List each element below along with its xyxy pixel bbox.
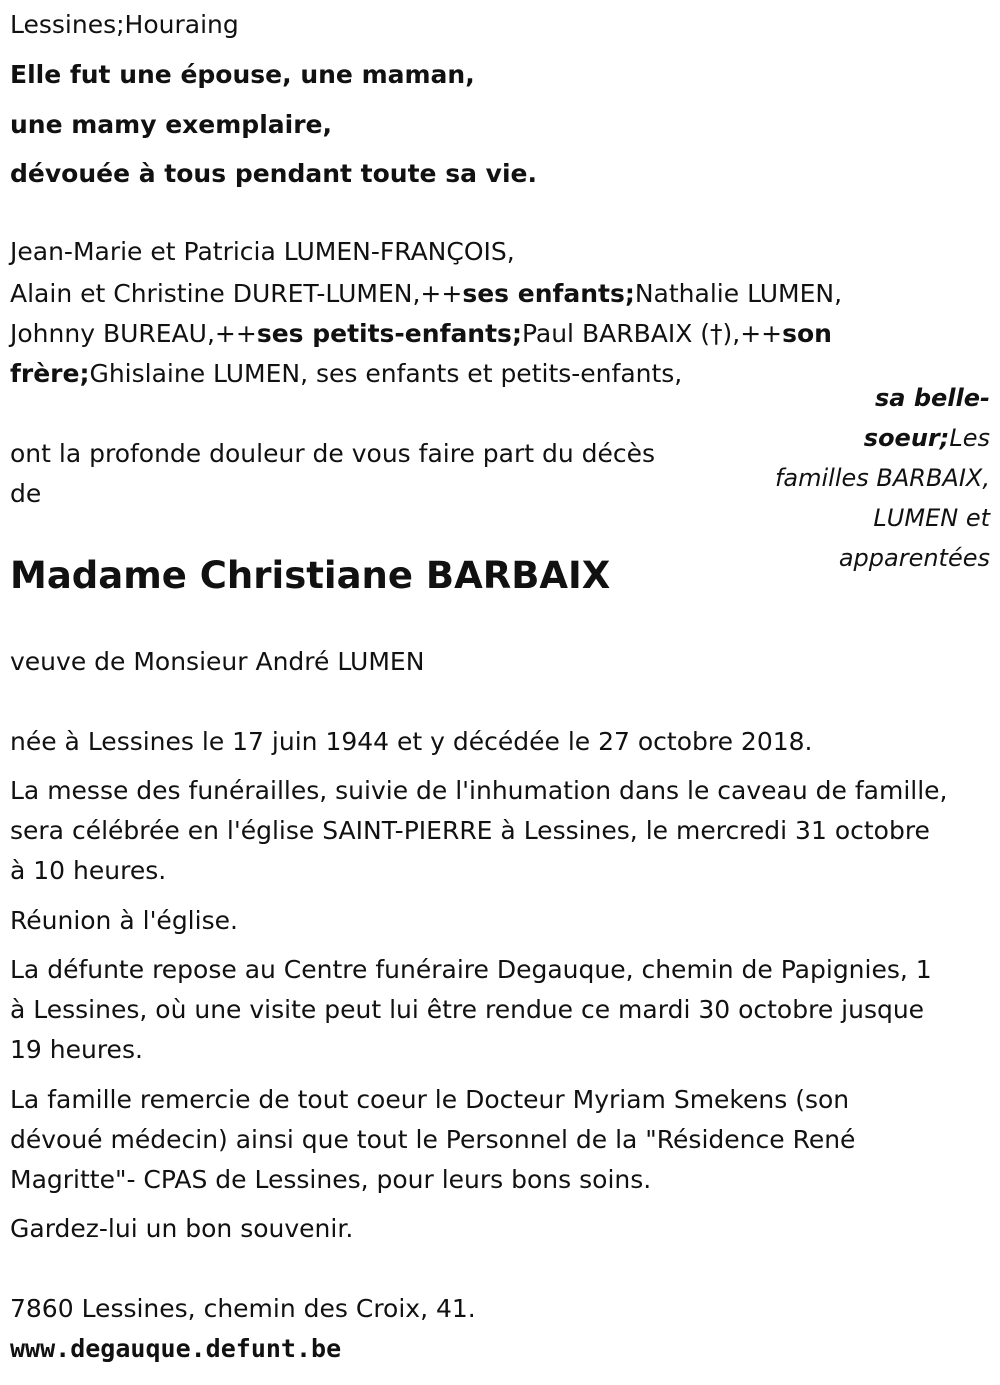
side-note: [750, 378, 990, 578]
family-line-2: [10, 274, 842, 314]
closing-line: Gardez-lui un bon souvenir.: [10, 1214, 354, 1243]
thanks-line-3: Magritte"- CPAS de Lessines, pour leurs bons soins.: [10, 1165, 652, 1194]
side-note-line-2: familles BARBAIX,: [774, 464, 990, 492]
children-label: ses enfants;: [462, 279, 635, 308]
tribute-line-3: dévouée à tous pendant toute sa vie.: [10, 159, 537, 188]
family-line-4-sister-in-law: Ghislaine LUMEN, ses enfants et petits-enfants,: [89, 359, 683, 388]
family-line-3: [10, 314, 832, 354]
family-line-2-names: Alain et Christine DURET-LUMEN,++: [10, 279, 463, 308]
tribute-line-2: une mamy exemplaire,: [10, 110, 332, 139]
announcement-line-1: ont la profonde douleur de vous faire part du décès: [10, 439, 656, 468]
tribute-line-1: Elle fut une épouse, une maman,: [10, 60, 475, 89]
rest-line-1: La défunte repose au Centre funéraire Degauque, chemin de Papignies, 1: [10, 955, 932, 984]
family-line-3-names: Johnny BUREAU,++: [10, 319, 257, 348]
side-note-line-4: apparentées: [838, 544, 990, 572]
mass-line-3: à 10 heures.: [10, 856, 167, 885]
location-line: Lessines;Houraing: [10, 10, 239, 39]
rest-line-2: à Lessines, où une visite peut lui être rendue ce mardi 30 octobre jusque: [10, 995, 925, 1024]
website-link[interactable]: www.degauque.defunt.be: [10, 1334, 342, 1363]
family-line-2-grandchild: Nathalie LUMEN,: [634, 279, 843, 308]
grandchildren-label: ses petits-enfants;: [256, 319, 522, 348]
sister-in-law-label: sa belle-soeur;: [863, 384, 990, 452]
rest-line-3: 19 heures.: [10, 1035, 143, 1064]
brother-label-start: son: [782, 319, 832, 348]
side-note-line-3: LUMEN et: [873, 504, 990, 532]
mass-line-2: sera célébrée en l'église SAINT-PIERRE à Lessines, le mercredi 31 octobre: [10, 816, 930, 845]
meeting-line: Réunion à l'église.: [10, 906, 238, 935]
family-line-1: Jean-Marie et Patricia LUMEN-FRANÇOIS,: [10, 237, 515, 266]
birth-death-line: née à Lessines le 17 juin 1944 et y décédée le 27 octobre 2018.: [10, 727, 813, 756]
side-note-text-1: Les: [949, 424, 990, 452]
thanks-line-1: La famille remercie de tout coeur le Docteur Myriam Smekens (son: [10, 1085, 850, 1114]
thanks-line-2: dévoué médecin) ainsi que tout le Personnel de la "Résidence René: [10, 1125, 856, 1154]
mass-line-1: La messe des funérailles, suivie de l'inhumation dans le caveau de famille,: [10, 776, 948, 805]
relation-line: veuve de Monsieur André LUMEN: [10, 647, 425, 676]
deceased-name: Madame Christiane BARBAIX: [10, 554, 611, 597]
family-line-3-brother: Paul BARBAIX (†),++: [521, 319, 783, 348]
family-line-4: [10, 354, 682, 394]
address-line: 7860 Lessines, chemin des Croix, 41.: [10, 1294, 476, 1323]
brother-label-end: frère;: [10, 359, 90, 388]
side-note-line-1: [750, 378, 990, 458]
announcement-line-2: de: [10, 479, 42, 508]
